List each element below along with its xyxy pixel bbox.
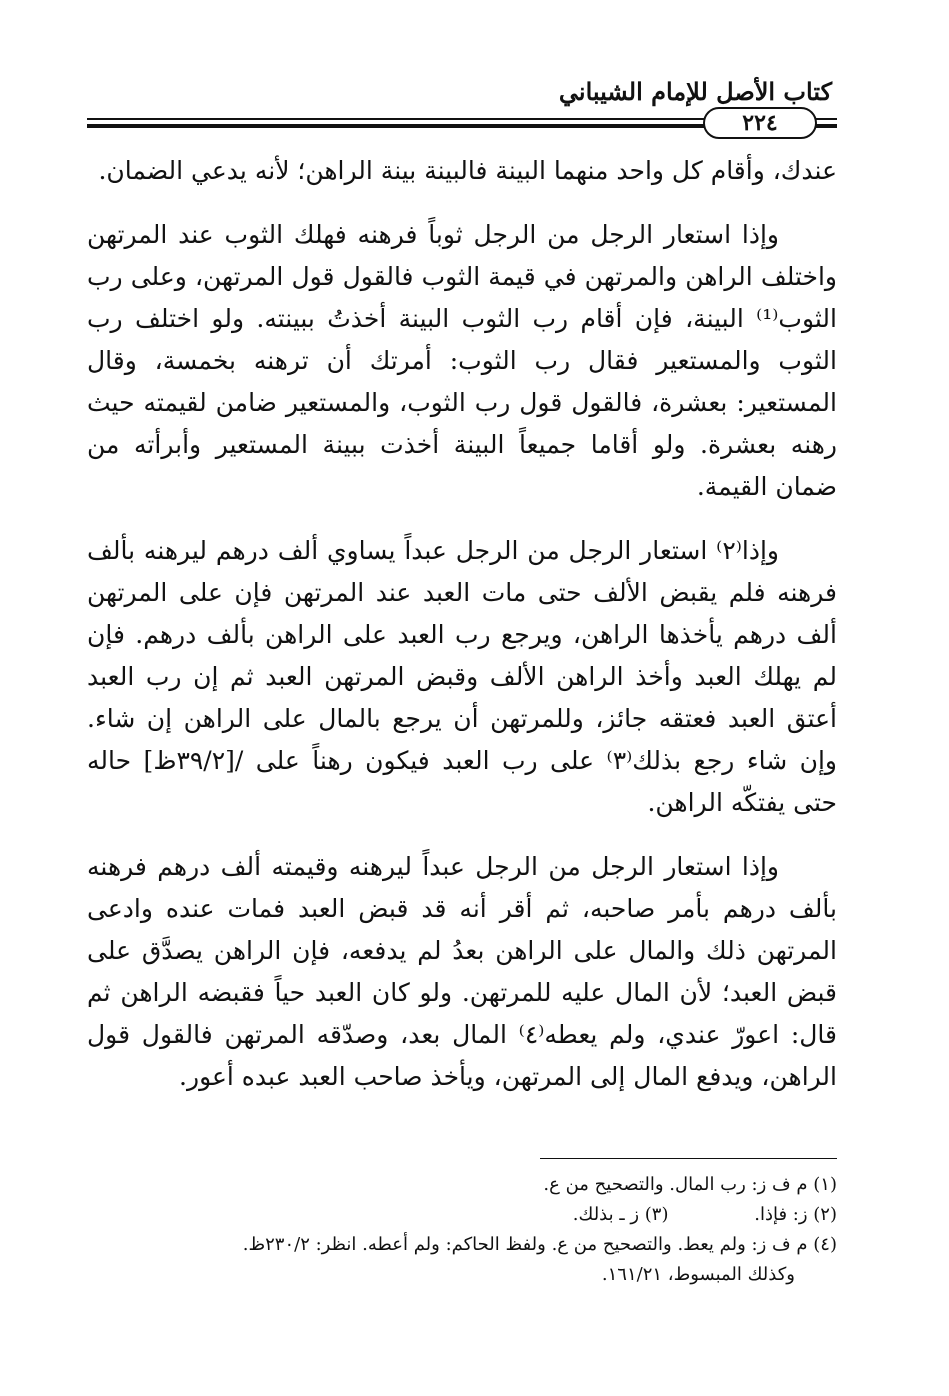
footnote-separator: [540, 1158, 837, 1159]
paragraph-3: وإذا استعار الرجل من الرجل عبداً ليرهنه وقيمته ألف درهم فرهنه بألف درهم بأمر صاحبه، ثم أقر أنه قد قبض العبد فمات عنده وادعى المرتهن ذلك والمال على الراهن بعدُ لم يدفعه، فإن الراهن يصدَّق على قبض العبد؛ لأن المال عليه للمرتهن. ولو كان العبد حياً فقبضه الراهن ثم قال: اعورّ عندي، ولم يعطه⁽٤⁾ المال بعد، وصدّقه المرتهن فالقول قول الراهن، ويدفع المال إلى المرتهن، ويأخذ صاحب العبد عبده أعور.: [87, 852, 837, 1091]
paragraph-1: وإذا استعار الرجل من الرجل ثوباً فرهنه فهلك الثوب عند المرتهن واختلف الراهن والمرتهن في قيمة الثوب فالقول قول المرتهن، وعلى رب الثوب⁽¹⁾ البينة، فإن أقام رب الثوب البينة أخذتُ ببينته. ولو اختلف رب الثوب والمستعير فقال رب الثوب: أمرتك أن ترهنه بخمسة، وقال المستعير: بعشرة، فالقول قول رب الثوب، والمستعير ضامن لقيمته حيث رهنه بعشرة. ولو أقاما جميعاً البينة أخذت ببينة المستعير وأبرأته من ضمان القيمة.: [87, 220, 837, 501]
footnote-2: (٢) ز: فإذا.: [754, 1204, 837, 1225]
continued-line: عندك، وأقام كل واحد منهما البينة فالبينة بينة الراهن؛ لأنه يدعي الضمان.: [98, 156, 837, 185]
footnote-3: (٣) ز ـ بذلك.: [572, 1204, 669, 1225]
footnote-1: (١) م ف ز: رب المال. والتصحيح من ع.: [543, 1174, 837, 1195]
main-text: [87, 150, 837, 1098]
footnote-row-2-3: [87, 1200, 837, 1230]
paragraph-2: وإذا⁽٢⁾ استعار الرجل من الرجل عبداً يساوي ألف درهم ليرهنه بألف فرهنه فلم يقبض الألف حتى مات العبد عند المرتهن فإن على المرتهن ألف درهم يأخذها الراهن، ويرجع رب العبد على الراهن بألف درهم. فإن لم يهلك العبد وأخذ الراهن الألف وقبض المرتهن العبد ثم إن رب العبد أعتق العبد فعتقه جائز، وللمرتهن أن يرجع بالمال على الراهن إن شاء. وإن شاء رجع بذلك⁽٣⁾ على رب العبد فيكون رهناً على /[٣٩/٢ظ] حاله حتى يفتكّه الراهن.: [87, 536, 838, 817]
page-number: ٢٢٤: [703, 107, 817, 139]
footnote-4-continued: وكذلك المبسوط، ١٦١/٢١.: [601, 1264, 795, 1285]
footnote-4: (٤) م ف ز: ولم يعط. والتصحيح من ع. ولفظ الحاكم: ولم أعطه. انظر: ٢٣٠/٢ظ.: [242, 1234, 837, 1255]
book-title: كتاب الأصل للإمام الشيباني: [558, 77, 832, 106]
footnotes: [87, 1170, 837, 1290]
